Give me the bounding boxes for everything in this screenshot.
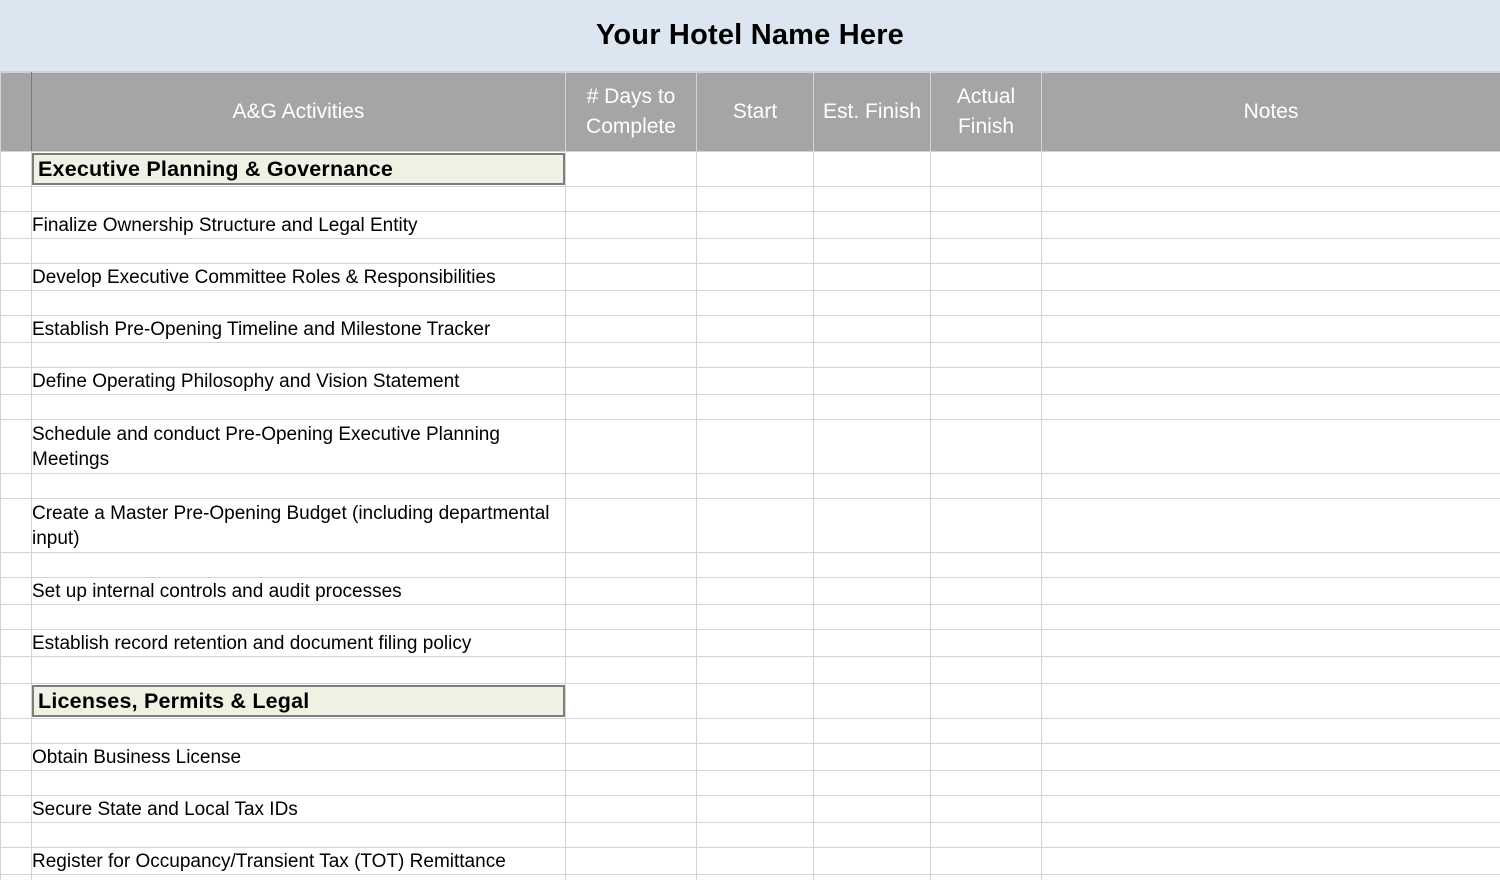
spacer-row [1,605,1500,630]
start-cell[interactable] [697,368,814,395]
est-finish-cell[interactable] [814,578,931,605]
actual-finish-cell[interactable] [931,152,1042,187]
table-row [1,316,1500,343]
days-cell[interactable] [566,578,697,605]
spacer-row [1,343,1500,368]
est-finish-cell[interactable] [814,499,931,553]
start-cell[interactable] [697,744,814,771]
actual-finish-cell[interactable] [931,719,1042,744]
est-finish-cell[interactable] [814,744,931,771]
est-finish-cell[interactable] [814,771,931,796]
notes-cell[interactable] [1042,630,1500,657]
activity-cell[interactable]: Develop Executive Committee Roles & Responsibilities [32,264,566,291]
row-gutter-header [1,73,32,152]
start-cell[interactable] [697,796,814,823]
actual-finish-cell[interactable] [931,553,1042,578]
notes-cell[interactable] [1042,316,1500,343]
actual-finish-cell[interactable] [931,771,1042,796]
days-cell[interactable] [566,499,697,553]
actual-finish-cell[interactable] [931,420,1042,474]
start-cell[interactable] [697,187,814,212]
est-finish-cell[interactable] [814,796,931,823]
actual-finish-cell[interactable] [931,291,1042,316]
activity-cell[interactable]: Secure State and Local Tax IDs [32,796,566,823]
actual-finish-cell[interactable] [931,684,1042,719]
column-header-start[interactable]: Start [697,73,814,152]
spacer-row [1,553,1500,578]
start-cell[interactable] [697,239,814,264]
est-finish-cell[interactable] [814,343,931,368]
notes-cell[interactable] [1042,368,1500,395]
days-cell[interactable] [566,605,697,630]
actual-finish-cell[interactable] [931,239,1042,264]
est-finish-cell[interactable] [814,630,931,657]
table-row [1,744,1500,771]
activity-cell[interactable] [32,719,566,744]
start-cell[interactable] [697,771,814,796]
days-cell[interactable] [566,796,697,823]
spacer-row [1,395,1500,420]
activity-cell[interactable] [32,395,566,420]
table-row [1,212,1500,239]
table-row [1,578,1500,605]
row-gutter [1,239,32,264]
start-cell[interactable] [697,578,814,605]
start-cell[interactable] [697,395,814,420]
notes-cell[interactable] [1042,771,1500,796]
start-cell[interactable] [697,152,814,187]
spacer-row [1,291,1500,316]
est-finish-cell[interactable] [814,212,931,239]
section-heading[interactable]: Executive Planning & Governance [32,153,565,185]
notes-cell[interactable] [1042,823,1500,848]
row-gutter [1,291,32,316]
days-cell[interactable] [566,420,697,474]
notes-cell[interactable] [1042,848,1500,875]
est-finish-cell[interactable] [814,291,931,316]
start-cell[interactable] [697,823,814,848]
notes-cell[interactable] [1042,684,1500,719]
notes-cell[interactable] [1042,499,1500,553]
start-cell[interactable] [697,264,814,291]
notes-cell[interactable] [1042,239,1500,264]
activity-cell[interactable]: Set up internal controls and audit processes [32,578,566,605]
table-row [1,420,1500,474]
table-row [1,848,1500,875]
days-cell[interactable] [566,684,697,719]
actual-finish-cell[interactable] [931,657,1042,684]
row-gutter [1,474,32,499]
row-gutter [1,744,32,771]
row-gutter [1,605,32,630]
actual-finish-cell[interactable] [931,499,1042,553]
section-row [1,152,1500,187]
actual-finish-cell[interactable] [931,630,1042,657]
activity-cell[interactable] [32,343,566,368]
actual-finish-cell[interactable] [931,316,1042,343]
row-gutter [1,771,32,796]
start-cell[interactable] [697,212,814,239]
days-cell[interactable] [566,823,697,848]
row-gutter [1,796,32,823]
row-gutter [1,684,32,719]
days-cell[interactable] [566,291,697,316]
days-cell[interactable] [566,875,697,880]
actual-finish-cell[interactable] [931,823,1042,848]
title-bar[interactable] [0,0,1500,72]
start-cell[interactable] [697,848,814,875]
row-gutter [1,499,32,553]
days-cell[interactable] [566,719,697,744]
start-cell[interactable] [697,474,814,499]
est-finish-cell[interactable] [814,395,931,420]
activity-cell[interactable] [32,771,566,796]
table-row [1,264,1500,291]
activity-cell[interactable] [32,187,566,212]
table-row [1,796,1500,823]
start-cell[interactable] [697,420,814,474]
est-finish-cell[interactable] [814,187,931,212]
row-gutter [1,719,32,744]
start-cell[interactable] [697,684,814,719]
days-cell[interactable] [566,316,697,343]
spacer-row [1,875,1500,880]
days-cell[interactable] [566,264,697,291]
hotel-name-title[interactable]: Your Hotel Name Here [595,19,905,51]
row-gutter [1,316,32,343]
est-finish-cell[interactable] [814,474,931,499]
actual-finish-cell[interactable] [931,187,1042,212]
activity-cell[interactable] [32,605,566,630]
actual-finish-cell[interactable] [931,605,1042,630]
days-cell[interactable] [566,212,697,239]
start-cell[interactable] [697,630,814,657]
actual-finish-cell[interactable] [931,875,1042,880]
est-finish-cell[interactable] [814,875,931,880]
column-header-days[interactable]: # Days to Complete [566,73,697,152]
days-cell[interactable] [566,152,697,187]
notes-cell[interactable] [1042,657,1500,684]
spacer-row [1,771,1500,796]
row-gutter [1,420,32,474]
days-cell[interactable] [566,368,697,395]
est-finish-cell[interactable] [814,684,931,719]
column-header-est-finish[interactable]: Est. Finish [814,73,931,152]
start-cell[interactable] [697,719,814,744]
column-header-actual-finish[interactable]: Actual Finish [931,73,1042,152]
activity-cell[interactable]: Establish record retention and document filing policy [32,630,566,657]
actual-finish-cell[interactable] [931,343,1042,368]
row-gutter [1,553,32,578]
column-header-notes[interactable]: Notes [1042,73,1500,152]
notes-cell[interactable] [1042,474,1500,499]
table-row [1,368,1500,395]
activity-cell[interactable]: Create a Master Pre-Opening Budget (including departmental input) [32,499,566,553]
days-cell[interactable] [566,474,697,499]
header-row [1,73,1500,152]
notes-cell[interactable] [1042,578,1500,605]
start-cell[interactable] [697,553,814,578]
row-gutter [1,212,32,239]
days-cell[interactable] [566,771,697,796]
actual-finish-cell[interactable] [931,368,1042,395]
notes-cell[interactable] [1042,291,1500,316]
spacer-row [1,657,1500,684]
notes-cell[interactable] [1042,605,1500,630]
notes-cell[interactable] [1042,719,1500,744]
row-gutter [1,264,32,291]
actual-finish-cell[interactable] [931,744,1042,771]
est-finish-cell[interactable] [814,605,931,630]
notes-cell[interactable] [1042,553,1500,578]
spacer-row [1,823,1500,848]
notes-cell[interactable] [1042,187,1500,212]
row-gutter [1,823,32,848]
est-finish-cell[interactable] [814,553,931,578]
start-cell[interactable] [697,499,814,553]
activity-cell[interactable] [32,875,566,880]
notes-cell[interactable] [1042,875,1500,880]
actual-finish-cell[interactable] [931,264,1042,291]
days-cell[interactable] [566,395,697,420]
days-cell[interactable] [566,744,697,771]
activity-cell[interactable]: Obtain Business License [32,744,566,771]
start-cell[interactable] [697,343,814,368]
est-finish-cell[interactable] [814,239,931,264]
start-cell[interactable] [697,875,814,880]
column-header-activities[interactable]: A&G Activities [32,73,566,152]
est-finish-cell[interactable] [814,719,931,744]
row-gutter [1,875,32,880]
row-gutter [1,657,32,684]
activity-cell[interactable]: Finalize Ownership Structure and Legal Entity [32,212,566,239]
activity-cell[interactable]: Schedule and conduct Pre-Opening Executive Planning Meetings [32,420,566,474]
row-gutter [1,343,32,368]
table-row [1,499,1500,553]
days-cell[interactable] [566,187,697,212]
start-cell[interactable] [697,316,814,343]
row-gutter [1,578,32,605]
notes-cell[interactable] [1042,212,1500,239]
days-cell[interactable] [566,343,697,368]
actual-finish-cell[interactable] [931,212,1042,239]
section-row [1,684,1500,719]
start-cell[interactable] [697,657,814,684]
notes-cell[interactable] [1042,264,1500,291]
notes-cell[interactable] [1042,152,1500,187]
activity-cell[interactable] [32,239,566,264]
spacer-row [1,719,1500,744]
section-cell[interactable] [32,684,566,719]
actual-finish-cell[interactable] [931,395,1042,420]
section-cell[interactable] [32,152,566,187]
row-gutter [1,630,32,657]
est-finish-cell[interactable] [814,657,931,684]
days-cell[interactable] [566,848,697,875]
activity-cell[interactable]: Define Operating Philosophy and Vision Statement [32,368,566,395]
start-cell[interactable] [697,291,814,316]
days-cell[interactable] [566,657,697,684]
notes-cell[interactable] [1042,343,1500,368]
est-finish-cell[interactable] [814,368,931,395]
notes-cell[interactable] [1042,395,1500,420]
notes-cell[interactable] [1042,744,1500,771]
row-gutter [1,187,32,212]
days-cell[interactable] [566,239,697,264]
start-cell[interactable] [697,605,814,630]
est-finish-cell[interactable] [814,848,931,875]
notes-cell[interactable] [1042,796,1500,823]
activity-cell[interactable]: Establish Pre-Opening Timeline and Milestone Tracker [32,316,566,343]
activity-cell[interactable] [32,553,566,578]
activity-cell[interactable]: Register for Occupancy/Transient Tax (TOT) Remittance [32,848,566,875]
est-finish-cell[interactable] [814,316,931,343]
est-finish-cell[interactable] [814,264,931,291]
activity-cell[interactable] [32,657,566,684]
activity-cell[interactable] [32,474,566,499]
actual-finish-cell[interactable] [931,474,1042,499]
spacer-row [1,187,1500,212]
row-gutter [1,395,32,420]
est-finish-cell[interactable] [814,420,931,474]
activity-cell[interactable] [32,823,566,848]
spacer-row [1,474,1500,499]
row-gutter [1,368,32,395]
notes-cell[interactable] [1042,420,1500,474]
spacer-row [1,239,1500,264]
days-cell[interactable] [566,553,697,578]
activity-cell[interactable] [32,291,566,316]
actual-finish-cell[interactable] [931,848,1042,875]
table-row [1,630,1500,657]
activity-grid [0,72,1500,880]
days-cell[interactable] [566,630,697,657]
row-gutter [1,152,32,187]
row-gutter [1,848,32,875]
est-finish-cell[interactable] [814,823,931,848]
section-heading[interactable]: Licenses, Permits & Legal [32,685,565,717]
est-finish-cell[interactable] [814,152,931,187]
actual-finish-cell[interactable] [931,796,1042,823]
actual-finish-cell[interactable] [931,578,1042,605]
